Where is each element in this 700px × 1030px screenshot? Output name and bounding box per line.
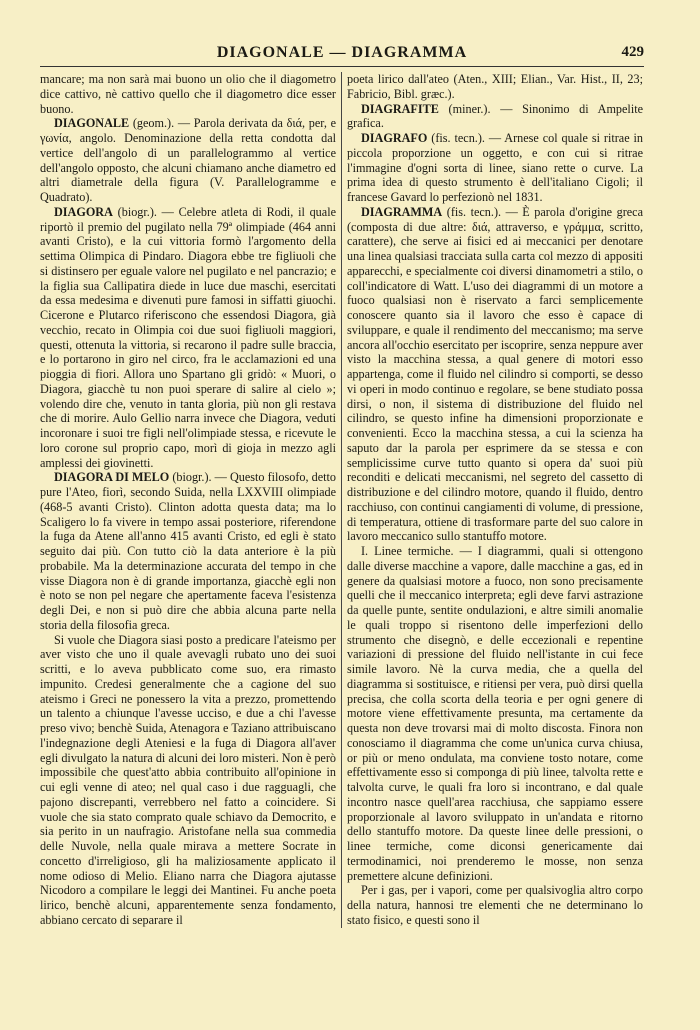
entry-headword: DIAGRAMMA (361, 204, 443, 219)
entry-text: I. Linee termiche. — I diagrammi, quali si ottengono dalle diverse macchine a vapore, dalle macchine a gas, ed in genere da qualsiasi motore a fuoco, non sono precisamente quelli che il meccanico interpreta; egli deve farvi astrazione da quelle punte, sentite ondulazioni, e altre simili anomalie le quali troppo si risentono delle imperfezioni dello strumento che disegnò, e delle eccezionali e repentine variazioni di pressione del fluido nell'istante in cui fece simile lavoro. Nè la curva media, che a quella del diagramma si sostituisce, e ritiensi per vera, può dirsi quella precisa, che colla scorta della teoria e per ogni genere di motore viene effettivamente presunta, ma certamente da questa non deve trovarsi mai di molto discosta. Finora non conosciamo il diagramma che come un'unica curva chiusa, or più or meno ondulata, ma conviene tosto notare, come effettivamente esso si componga di più linee, talvolta rette e talvolta curve, le quali fra loro si incontrano, e dal quale incontro nasce quell'area racchiusa, che sappiamo essere proporzionale al lavoro sviluppato in un'andata e ritorno dello stantuffo motore. Da queste linee delle pressioni, o linee termiche, come diconsi genericamente dai termodinamici, noi prenderemo le mosse, non senza premettere alcune definizioni. (347, 544, 643, 883)
entry-headword: DIAGORA (54, 204, 113, 219)
header-rule (40, 66, 644, 67)
dictionary-entry (40, 116, 336, 205)
entry-headword: DIAGORA DI MELO (54, 470, 170, 485)
entry-text: (biogr.). — Celebre atleta di Rodi, il quale riportò il premio del pugilato nella 79ª olimpiade (464 anni avanti Cristo), e la cui vittoria formò l'argomento della settima Olimpica di Pindaro. Diagora ebbe tre figliuoli che si distinsero per eguale valore nel pugilato e nel pancrazio; e la figlia sua Callipatira diede in luce due maschi, esercitati da essa medesima e divenuti pure famosi in siffatti giuochi. Cicerone e Plutarco riferiscono che essendosi Diagora, già vecchio, recato in Olimpia coi due suoi figliuoli maggiori, questi, ottenuta la vittoria, si recarono il padre sulle braccia, e lo portarono in giro nel circo, fra le acclamazioni ed una pioggia di fiori. Allora uno Spartano gli gridò: « Muori, o Diagora, giacchè tu non puoi sperare di salire al cielo »; volendo dire che, venuto in tanta gloria, più non gli restava che di morire. Aulo Gellio narra invece che Diagora, veduti incoronare i suoi tre figli nell'olimpiade stessa, e ricevute le loro corone sul proprio capo, morì di gioja in mezzo agli amplessi dei giovinetti. (40, 204, 336, 470)
running-title: DIAGONALE — DIAGRAMMA (216, 44, 468, 61)
paragraph (40, 633, 336, 928)
entry-text: Per i gas, per i vapori, come per qualsivoglia altro corpo della natura, hannosi tre elementi che ne determinano lo stato fisico, e questi sono il (347, 883, 643, 927)
entry-text: Si vuole che Diagora siasi posto a predicare l'ateismo per aver visto che uno il quale avevagli rubato uno dei suoi scritti, e lo aveva pubblicato come suo, era rimasto impunito. Credesi generalmente che a cagione del suo ateismo i Greci ne ponessero la vita a prezzo, promettendo un talento a chiunque l'avesse ucciso, e due a chi l'avesse preso vivo; benchè Suida, Atenagora e Taziano attribuiscano l'indegnazione degli Ateniesi e la fuga di Diagora all'aver egli divulgato la natura di alcuni dei loro misteri. Non è però impossibile che quest'atto abbia contribuito all'opinione in cui egli venne di ateo; nel qual caso i due ragguagli, che pajono discrepanti, verrebbero nel fatto a coincidere. Si vuole che sia stato comprato quale schiavo da Democrito, e sia perito in un naufragio. Aristofane nella sua commedia delle Nuvole, nella quale mirava a mettere Socrate in concetto d'irreligioso, gli ha maliziosamente applicato il nome odioso di Melio. Eliano narra che Diagora ajutasse Nicodoro a compilare le leggi dei Mantinei. Fu anche poeta lirico, benchè alcuni, apparentemente senza fondamento, abbiano cercato di separare il (40, 632, 336, 927)
entry-text: (fis. tecn.). — Arnese col quale si ritrae in piccola proporzione un oggetto, e con cui si ritrae l'immagine d'ogni sorta di linee, siano rette o curve. La prima idea di questo strumento è dell'italiano Cigoli; il francese Gavard lo perfezionò nel 1831. (347, 131, 643, 204)
entry-headword: DIAGRAFITE (361, 101, 439, 116)
page-number: 429 (621, 44, 644, 60)
entry-headword: DIAGONALE (54, 116, 130, 131)
entry-text: poeta lirico dall'ateo (Aten., XIII; Elian., Var. Hist., II, 23; Fabricio, Bibl. græc.). (347, 72, 643, 101)
right-column (341, 72, 643, 928)
entry-headword: DIAGRAFO (361, 131, 428, 145)
entry-text: (fis. tecn.). — È parola d'origine greca (composta di due altre: διά, attraverso, e γράμμα, scritto, carattere), che serve ai fisici ed ai meccanici per denotare una linea qualsiasi tracciata sulla carta col mezzo di appositi apparecchi, e specialmente coi diversi dinamometri a stilo, o coll'indicatore di Watt. L'uso dei diagrammi di un motore a fuoco qualsiasi non è riservato a farci semplicemente conoscere quanto sia il lavoro che esso è capace di sviluppare, e quale il rendimento del meccanismo; ma serve ancora all'occhio esercitato per iscoprire, senza neppure aver visto la macchina stessa, a qual genere di motori esso appartenga, come il fluido nel cilindro si comporti, se desso vi operi in modo continuo e regolare, se bene studiato possa dirsi, o non, il sistema di distribuzione del fluido nel cilindro, se questo infine ha dimensioni proporzionate e convenienti. Ecco la macchina stessa, a cui la scienza ha saputo dar la parola per esprimere da se stessa e con semplicissime curve tutto quanto si opera da' suoi più reconditi e delicati meccanismi, nel segreto del cassetto di distribuzione e del cilindro motore, quando il fluido, dentro racchiuso, con continui cangiamenti di volume, di pressione, di temperatura, ottiene di trasformare parte del suo calore in lavoro meccanico sullo stantuffo motore. (347, 204, 643, 544)
paragraph (40, 72, 336, 116)
running-head (40, 44, 644, 66)
dictionary-entry (40, 205, 336, 471)
dictionary-entry (40, 470, 336, 632)
paragraph (347, 544, 643, 883)
paragraph (347, 883, 643, 927)
left-column (40, 72, 341, 928)
entry-text: mancare; ma non sarà mai buono un olio che il diagometro dice cattivo, nè cattivo quello che il diagometro dice esser buono. (40, 72, 336, 116)
entry-text: (geom.). — Parola derivata da διά, per, e γωνία, angolo. Denominazione della retta condotta dal vertice dell'angolo di un parallelogrammo al vertice dell'angolo opposto, che alcuni chiamano anche diametro ed altri diametrale della figura (V. Parallelogramme e Quadrato). (40, 116, 336, 204)
dictionary-entry (347, 102, 643, 132)
dictionary-entry (347, 131, 643, 205)
entry-text: (biogr.). — Questo filosofo, detto pure l'Ateo, fiorì, secondo Suida, nella LXXVIII olimpiade (468-5 avanti Cristo). Clinton adotta questa data; ma lo Scaligero lo fa vivere in tempo assai posteriore, riferendone la fuga da Atene all'anno 415 avanti Cristo, ed egli è stato seguito dai più. Con tutto ciò la data anteriore è la più probabile. Ma la determinazione accurata del tempo in che visse Diagora non è di grande importanza, giacchè egli non è noto se non pel negare che apertamente faceva l'esistenza degli Dei, e non si può dire che abbia alcuna parte nella storia della filosofia greca. (40, 470, 336, 632)
entry-text: (miner.). — Sinonimo di Ampelite grafica. (347, 101, 643, 131)
dictionary-entry (347, 205, 643, 544)
text-columns (40, 72, 644, 928)
paragraph (347, 72, 643, 102)
